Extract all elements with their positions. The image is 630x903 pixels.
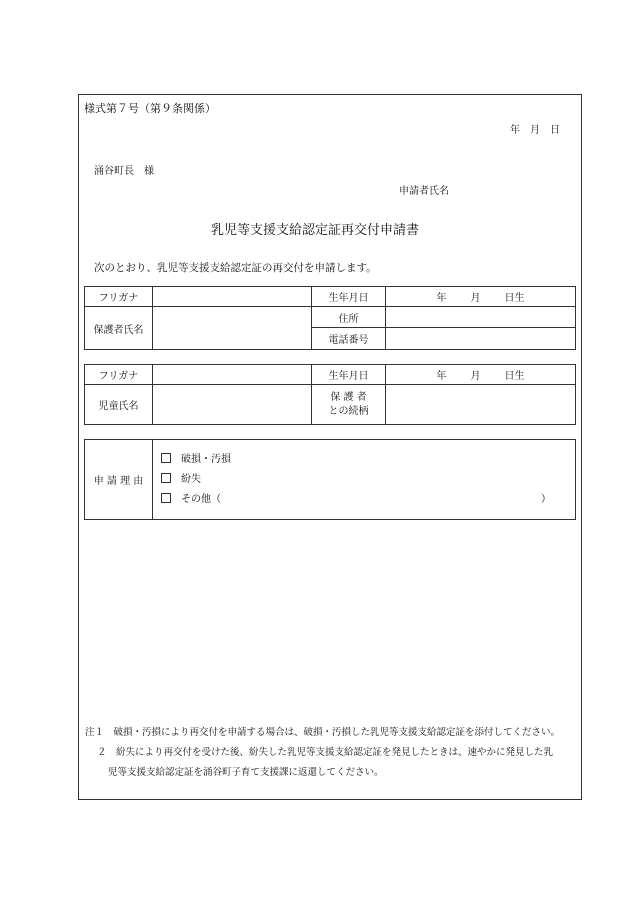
guardian-name-field[interactable] <box>153 307 312 350</box>
guardian-birth-day: 日生 <box>504 293 525 304</box>
checkbox-damage[interactable] <box>161 453 171 463</box>
child-birth-label: 生年月日 <box>312 365 386 385</box>
reason-option-lost[interactable] <box>159 470 575 490</box>
guardian-name-label: 保護者氏名 <box>85 307 153 350</box>
reason-option-damage-label: 破損・汚損 <box>181 453 231 465</box>
guardian-table <box>84 286 576 350</box>
submission-date <box>510 121 560 136</box>
child-furigana-label: フリガナ <box>85 365 153 385</box>
date-month: 月 <box>530 125 540 136</box>
guardian-birth-month: 月 <box>470 293 481 304</box>
reason-option-damage[interactable] <box>159 450 575 470</box>
guardian-birth-field[interactable] <box>386 287 576 307</box>
addressee-honorific: 様 <box>144 166 154 177</box>
guardian-address-field[interactable] <box>386 307 576 328</box>
addressee-name: 涌谷町長 <box>94 166 134 177</box>
child-name-field[interactable] <box>153 385 312 425</box>
relation-label <box>312 385 386 425</box>
reason-table <box>84 439 576 520</box>
guardian-furigana-label: フリガナ <box>85 287 153 307</box>
reason-option-lost-label: 紛失 <box>181 473 201 485</box>
guardian-birth-year: 年 <box>436 293 447 304</box>
relation-field[interactable] <box>386 385 576 425</box>
guardian-address-label: 住所 <box>312 307 386 328</box>
child-birth-month: 月 <box>470 371 481 382</box>
relation-label-line2: との続柄 <box>328 405 369 417</box>
child-birth-field[interactable] <box>386 365 576 385</box>
form-number: 様式第７号（第９条関係） <box>84 102 216 115</box>
reason-option-other[interactable] <box>159 490 575 510</box>
child-name-label: 児童氏名 <box>85 385 153 425</box>
reason-option-other-label: その他（ <box>181 493 221 505</box>
note-2: ２ 紛失により再交付を受けた後、紛失した乳児等支援支給認定証を発見したときは、速やかに発見した乳 <box>97 747 554 758</box>
child-birth-day: 日生 <box>504 371 525 382</box>
child-furigana-field[interactable] <box>153 365 312 385</box>
addressee <box>94 162 154 177</box>
checkbox-lost[interactable] <box>161 473 171 483</box>
guardian-birth-label: 生年月日 <box>312 287 386 307</box>
intro-text: 次のとおり、乳児等支援支給認定証の再交付を申請します。 <box>94 262 377 274</box>
applicant-name-label: 申請者氏名 <box>399 186 449 197</box>
date-year: 年 <box>510 125 520 136</box>
note-1: 注１ 破損・汚損により再交付を申請する場合は、破損・汚損した乳児等支援支給認定証を添付してください。 <box>85 727 561 738</box>
note-2-continued: 児等支援支給認定証を涌谷町子育て支援課に返還してください。 <box>108 767 384 778</box>
date-day: 日 <box>550 125 560 136</box>
checkbox-other[interactable] <box>161 493 171 503</box>
guardian-phone-label: 電話番号 <box>312 328 386 350</box>
child-table <box>84 364 576 425</box>
page-title: 乳児等支援支給認定証再交付申請書 <box>210 223 419 238</box>
reason-options <box>153 440 576 520</box>
guardian-furigana-field[interactable] <box>153 287 312 307</box>
guardian-phone-field[interactable] <box>386 328 576 350</box>
reason-other-close-paren: ） <box>541 493 551 505</box>
reason-label: 申 請 理 由 <box>85 440 153 520</box>
notes <box>85 723 560 783</box>
child-birth-year: 年 <box>436 371 447 382</box>
relation-label-line1: 保 護 者 <box>330 391 367 403</box>
